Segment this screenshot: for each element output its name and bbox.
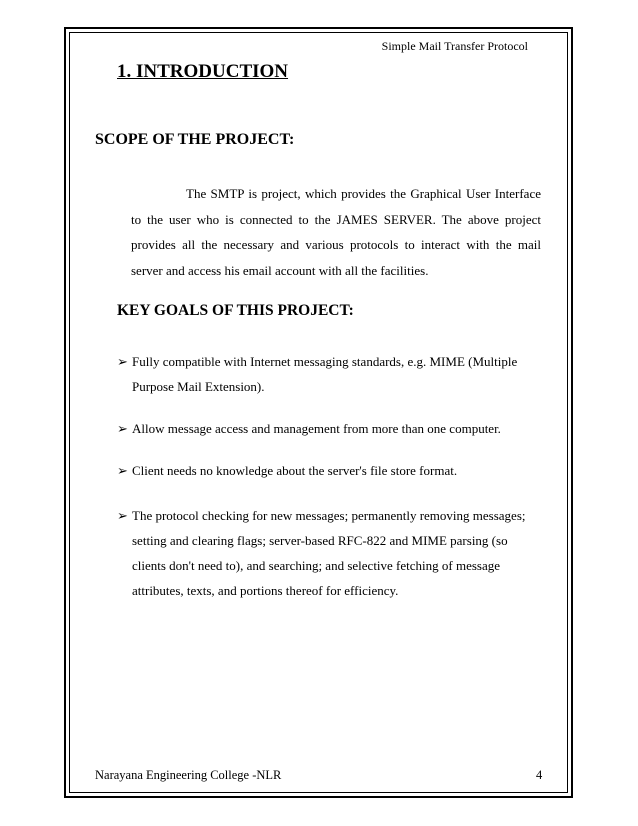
goal-item bbox=[117, 503, 542, 603]
scope-paragraph bbox=[131, 181, 541, 283]
goal-text: Fully compatible with Internet messaging standards, e.g. MIME (Multiple Purpose Mail Extension). bbox=[132, 354, 518, 394]
arrow-bullet-icon: ➢ bbox=[117, 421, 128, 436]
footer-college: Narayana Engineering College -NLR bbox=[95, 768, 282, 782]
chapter-title: 1. INTRODUCTION bbox=[117, 61, 289, 82]
goal-item bbox=[117, 416, 542, 441]
scope-paragraph-text: The SMTP is project, which provides the Graphical User Interface to the user who is connected to the JAMES SERVER. The above project provides all the necessary and various protocols to interact with the mail server and access his email account with all the facilities. bbox=[131, 186, 541, 278]
goal-item bbox=[117, 458, 542, 483]
arrow-bullet-icon: ➢ bbox=[117, 354, 128, 369]
running-header: Simple Mail Transfer Protocol bbox=[381, 39, 528, 53]
goal-text: Allow message access and management from more than one computer. bbox=[132, 421, 501, 436]
goals-heading: KEY GOALS OF THIS PROJECT: bbox=[117, 302, 354, 319]
arrow-bullet-icon: ➢ bbox=[117, 508, 128, 523]
page-number: 4 bbox=[536, 768, 543, 782]
goal-text: The protocol checking for new messages; permanently removing messages; setting and clearing flags; server-based RFC-822 and MIME parsing (so clients don't need to), and searching; and selective fetching of message attributes, texts, and portions thereof for efficiency. bbox=[132, 508, 526, 598]
goal-item bbox=[117, 349, 542, 399]
scope-heading: SCOPE OF THE PROJECT: bbox=[95, 131, 295, 148]
goal-text: Client needs no knowledge about the server's file store format. bbox=[132, 463, 458, 478]
arrow-bullet-icon: ➢ bbox=[117, 463, 128, 478]
